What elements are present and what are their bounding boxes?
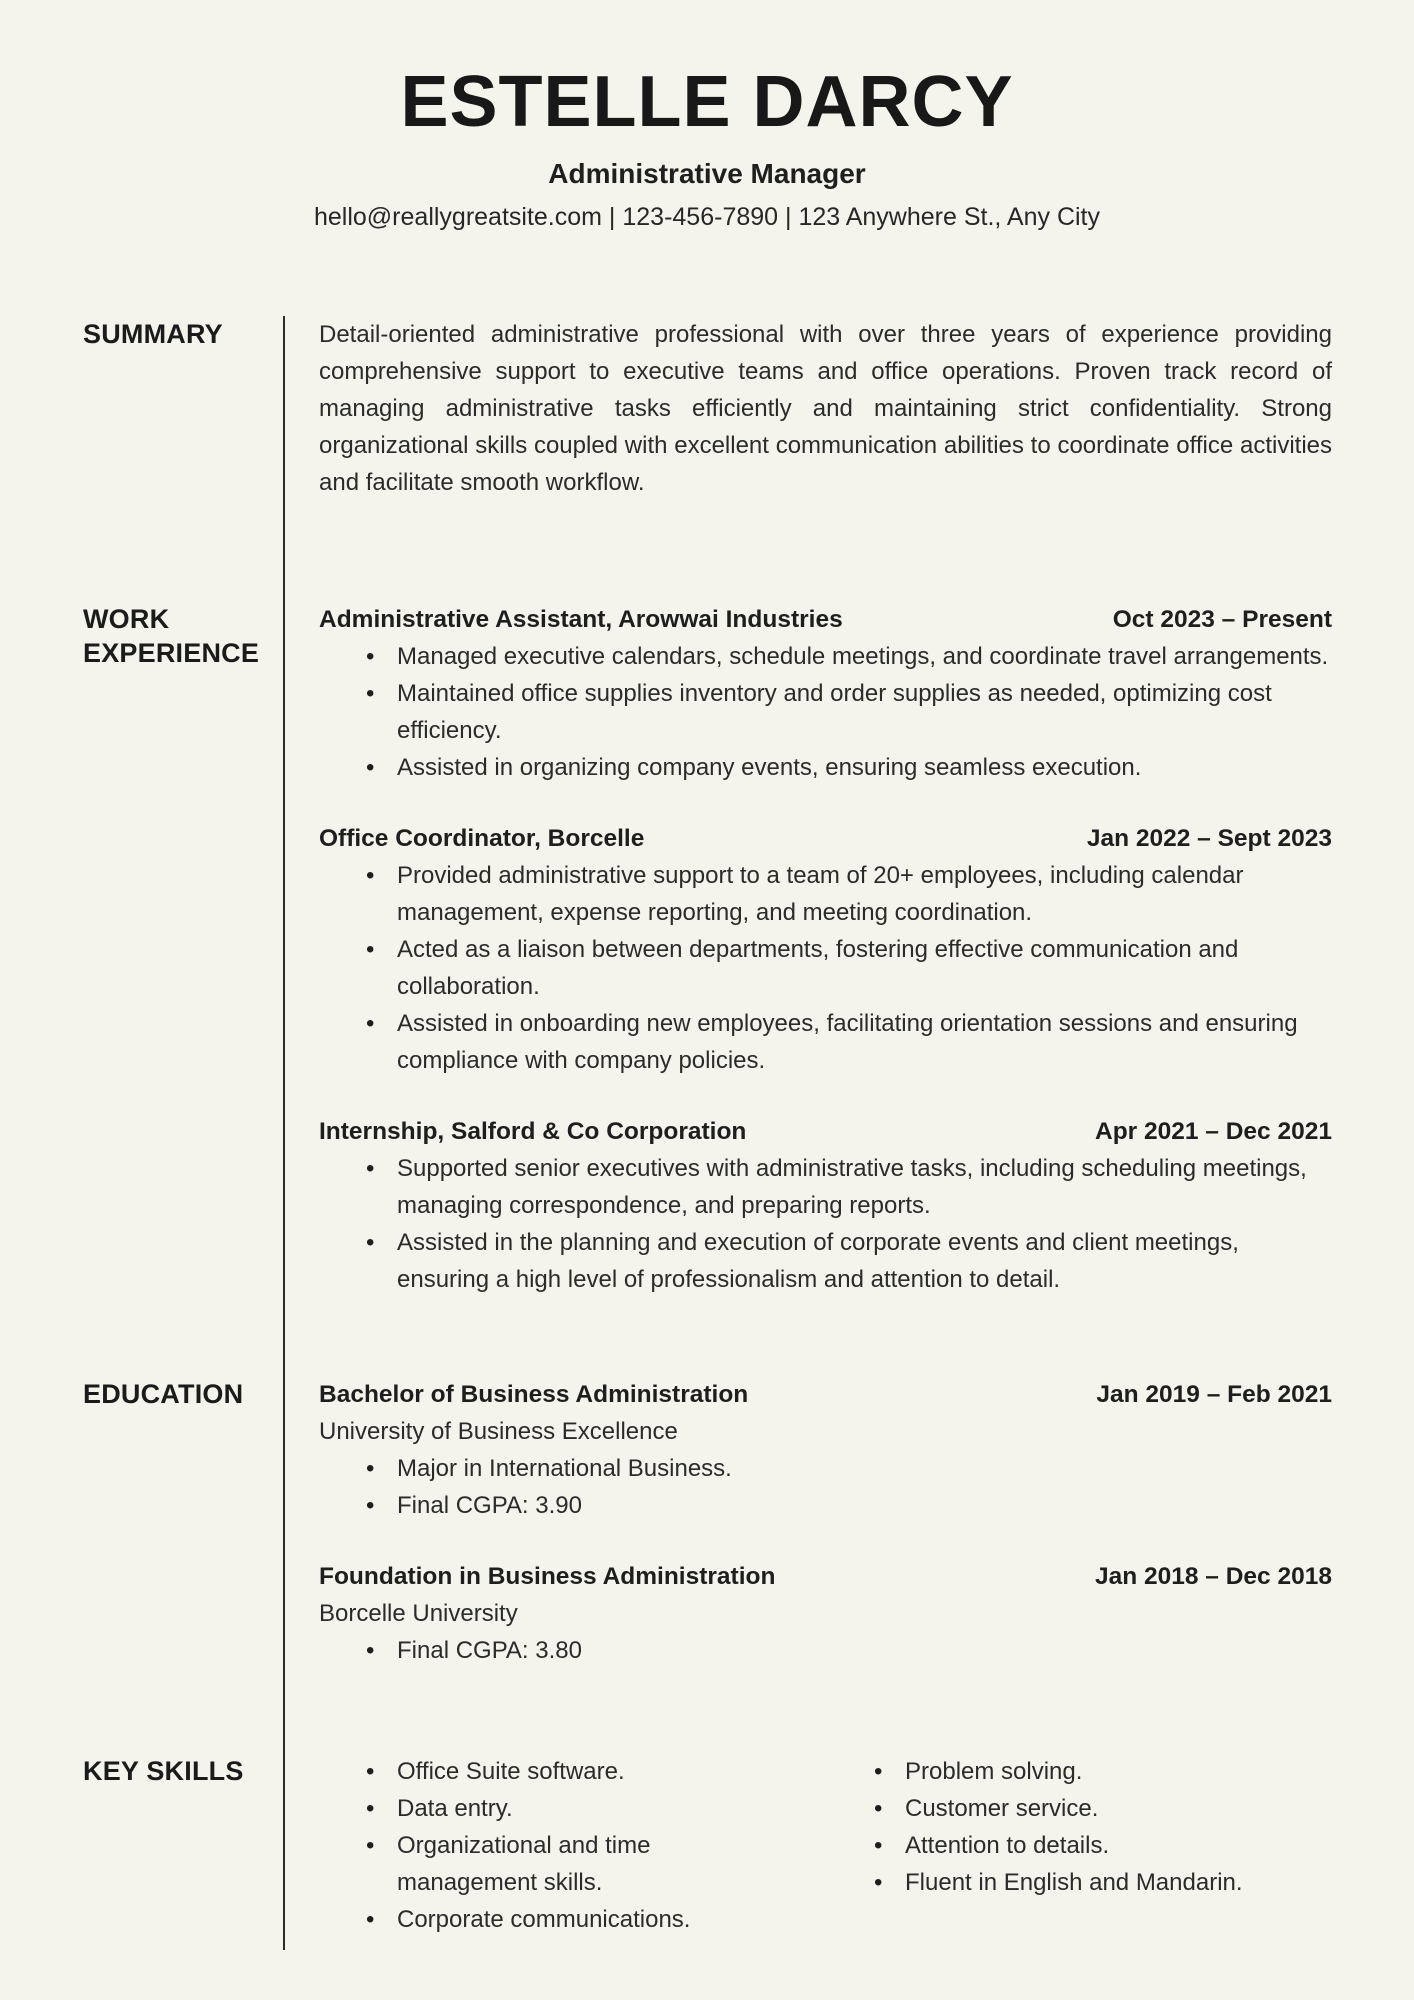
person-name: ESTELLE DARCY: [400, 62, 1014, 142]
skill-item: • Data entry.: [319, 1790, 731, 1827]
job-title: Administrative Assistant, Arowwai Industries: [319, 606, 843, 633]
job-bullet: • Supported senior executives with administrative tasks, including scheduling meetings, managing correspondence, and preparing reports.: [319, 1150, 1332, 1224]
education-bullet: • Final CGPA: 3.90: [319, 1487, 1332, 1524]
education-label: EDUCATION: [83, 1379, 244, 1409]
job-entry: [319, 601, 1332, 786]
education-entry-header: [319, 1558, 1332, 1595]
education-bullet-list: [319, 1632, 1332, 1669]
summary-paragraph: Detail-oriented administrative professional with over three years of experience providing comprehensive support to executive teams and office operations. Proven track record of managing administrative tasks efficiently and maintaining strict confidentiality. Strong organizational skills coupled with excellent communication abilities to coordinate office activities and facilitate smooth workflow.: [319, 321, 1332, 496]
education-bullet: • Final CGPA: 3.80: [319, 1632, 1332, 1669]
job-bullet: • Provided administrative support to a team of 20+ employees, including calendar management, expense reporting, and meeting coordination.: [319, 857, 1332, 931]
job-bullet: • Assisted in the planning and execution of corporate events and client meetings, ensuring a high level of professionalism and attention to detail.: [319, 1224, 1332, 1298]
work-experience-body: [283, 601, 1332, 1376]
job-title: Office Coordinator, Borcelle: [319, 825, 645, 852]
job-bullet: • Assisted in organizing company events, ensuring seamless execution.: [319, 749, 1332, 786]
section-education: [83, 1376, 1332, 1753]
skill-item: • Customer service.: [827, 1790, 1332, 1827]
job-dates: Jan 2022 – Sept 2023: [1086, 825, 1332, 852]
degree-title: Bachelor of Business Administration: [319, 1381, 749, 1408]
job-bullet: • Assisted in onboarding new employees, facilitating orientation sessions and ensuring compliance with company policies.: [319, 1005, 1332, 1079]
skill-item: • Attention to details.: [827, 1827, 1332, 1864]
contact-line: hello@reallygreatsite.com | 123-456-7890 | 123 Anywhere St., Any City: [313, 203, 1100, 231]
job-entry-header: [319, 1113, 1332, 1150]
key-skills-body: [283, 1753, 1332, 1950]
education-body: [283, 1376, 1332, 1753]
education-entry-header: [319, 1376, 1332, 1413]
job-dates: Apr 2021 – Dec 2021: [1095, 1118, 1332, 1145]
skills-column-left: [319, 1753, 731, 1938]
job-bullet: • Managed executive calendars, schedule meetings, and coordinate travel arrangements.: [319, 638, 1332, 675]
section-summary: [83, 316, 1332, 601]
job-bullet-list: [319, 1150, 1332, 1298]
job-entry-header: [319, 820, 1332, 857]
skills-column-right: [827, 1753, 1332, 1938]
skill-item: • Office Suite software.: [319, 1753, 731, 1790]
skill-item: • Problem solving.: [827, 1753, 1332, 1790]
job-dates: Oct 2023 – Present: [1112, 606, 1332, 633]
education-dates: Jan 2018 – Dec 2018: [1094, 1563, 1332, 1590]
skill-item: • Organizational and time management skills.: [319, 1827, 731, 1901]
resume-header: [0, 0, 1414, 232]
school-name: University of Business Excellence: [319, 1418, 678, 1445]
section-work-experience: [83, 601, 1332, 1376]
job-entry: [319, 1113, 1332, 1298]
key-skills-label: KEY SKILLS: [83, 1756, 244, 1786]
job-title: Internship, Salford & Co Corporation: [319, 1118, 747, 1145]
skill-item: • Corporate communications.: [319, 1901, 731, 1938]
education-entry: [319, 1558, 1332, 1669]
work-experience-label: WORK EXPERIENCE: [83, 604, 260, 668]
skill-item: • Fluent in English and Mandarin.: [827, 1864, 1332, 1901]
skills-columns: [319, 1753, 1332, 1938]
education-bullet-list: [319, 1450, 1332, 1524]
education-bullet: • Major in International Business.: [319, 1450, 1332, 1487]
degree-title: Foundation in Business Administration: [319, 1563, 776, 1590]
school-name: Borcelle University: [319, 1600, 518, 1627]
education-dates: Jan 2019 – Feb 2021: [1096, 1381, 1332, 1408]
job-entry: [319, 820, 1332, 1079]
job-role-title: Administrative Manager: [548, 158, 866, 189]
summary-body: [283, 316, 1332, 601]
job-bullet: • Maintained office supplies inventory and order supplies as needed, optimizing cost efficiency.: [319, 675, 1332, 749]
job-entry-header: [319, 601, 1332, 638]
summary-label: SUMMARY: [83, 319, 223, 349]
job-bullet: • Acted as a liaison between departments, fostering effective communication and collaboration.: [319, 931, 1332, 1005]
resume-body: [83, 316, 1332, 1950]
education-entry: [319, 1376, 1332, 1524]
section-key-skills: [83, 1753, 1332, 1950]
job-bullet-list: [319, 638, 1332, 786]
job-bullet-list: [319, 857, 1332, 1079]
